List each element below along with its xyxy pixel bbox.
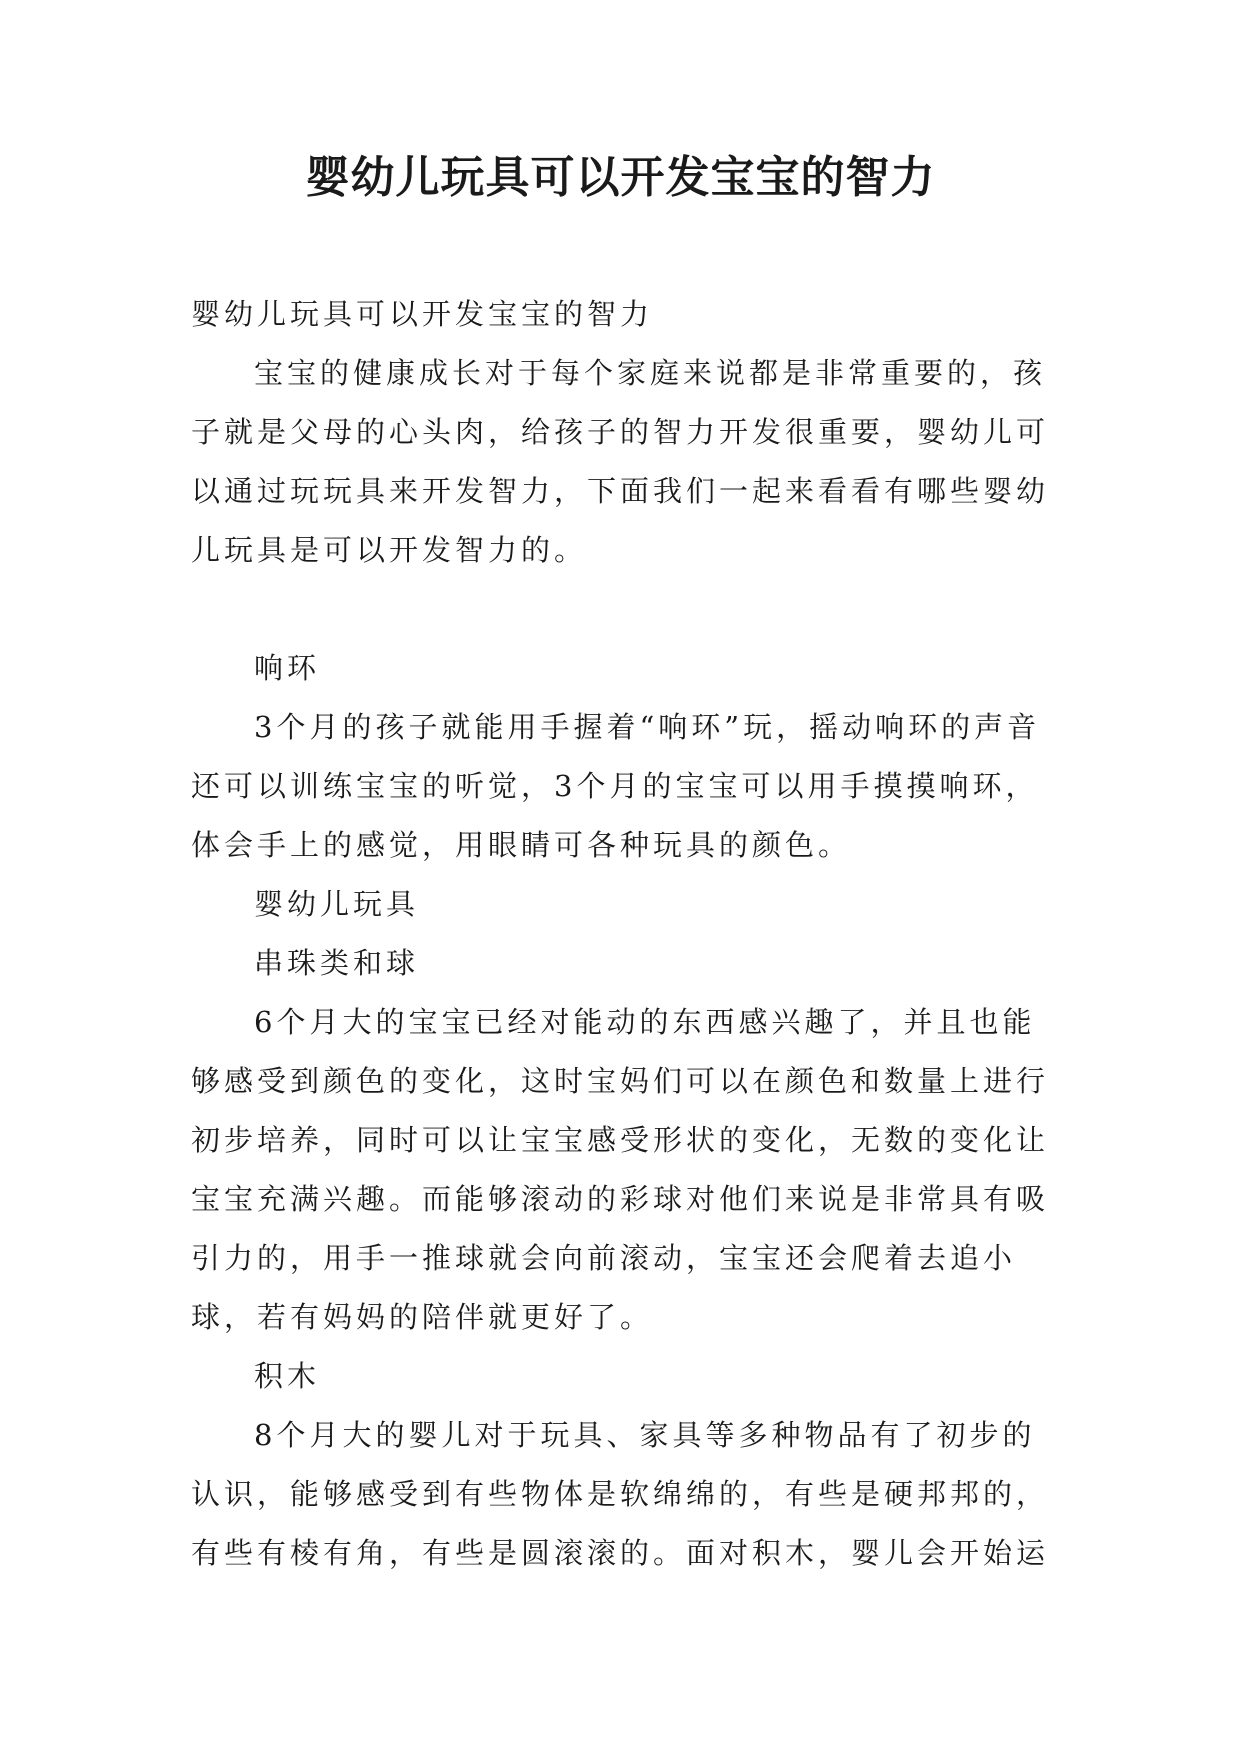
- intro-paragraph: 宝宝的健康成长对于每个家庭来说都是非常重要的，孩子就是父母的心头肉，给孩子的智力开发很重要，婴幼儿可以通过玩玩具来开发智力，下面我们一起来看看有哪些婴幼儿玩具是可以开发智力的。: [191, 356, 1050, 567]
- beads-balls-paragraph: 6个月大的宝宝已经对能动的东西感兴趣了，并且也能够感受到颜色的变化，这时宝妈们可以在颜色和数量上进行初步培养，同时可以让宝宝感受形状的变化，无数的变化让宝宝充满兴趣。而能够滚动的彩球对他们来说是非常具有吸引力的，用手一推球就会向前滚动，宝宝还会爬着去追小球，若有妈妈的陪伴就更好了。: [191, 1005, 1050, 1334]
- section-heading-blocks: 积木: [254, 1359, 321, 1393]
- blocks-paragraph: 8个月大的婴儿对于玩具、家具等多种物品有了初步的认识，能够感受到有些物体是软绵绵的，有些是硬邦邦的，有些有棱有角，有些是圆滚滚的。面对积木，婴儿会开始运: [191, 1418, 1050, 1570]
- document-body: [191, 285, 1053, 1583]
- rattle-paragraph: 3个月的孩子就能用手握着“响环”玩，摇动响环的声音还可以训练宝宝的听觉，3个月的宝宝可以用手摸摸响环，体会手上的感觉，用眼睛可各种玩具的颜色。: [191, 710, 1041, 862]
- section-heading-toys: 婴幼儿玩具: [254, 887, 420, 921]
- section-heading-rattle: 响环: [254, 651, 321, 685]
- section-heading-beads-balls: 串珠类和球: [254, 946, 420, 980]
- intro-heading: 婴幼儿玩具可以开发宝宝的智力: [191, 297, 654, 331]
- paragraph-spacer: [191, 580, 1053, 639]
- document-title: 婴幼儿玩具可以开发宝宝的智力: [305, 152, 936, 203]
